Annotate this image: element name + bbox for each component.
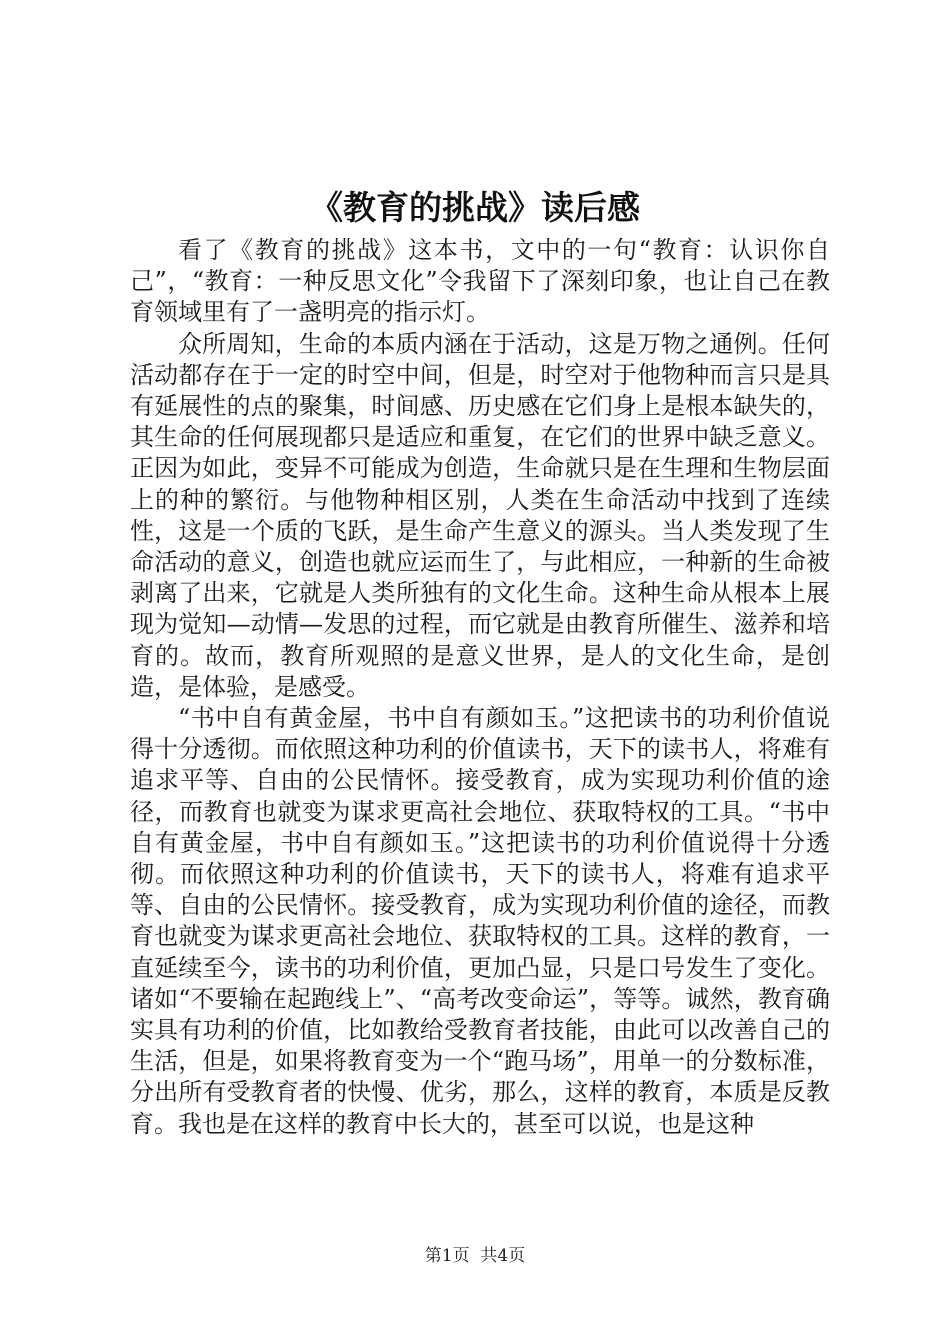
document-body: [130, 235, 830, 1140]
document-title: 《教育的挑战》读后感: [310, 188, 640, 227]
paragraph-3: “书中自有黄金屋，书中自有颜如玉。”这把读书的功利价值说得十分透彻。而依照这种功利的价值读书，天下的读书人，将难有追求平等、自由的公民情怀。接受教育，成为实现功利价值的途径，而教育也就变为谋求更高社会地位、获取特权的工具。“书中自有黄金屋，书中自有颜如玉。”这把读书的功利价值说得十分透彻。而依照这种功利的价值读书，天下的读书人，将难有追求平等、自由的公民情怀。接受教育，成为实现功利价值的途径，而教育也就变为谋求更高社会地位、获取特权的工具。这样的教育，一直延续至今，读书的功利价值，更加凸显，只是口号发生了变化。诸如“不要输在起跑线上”、“高考改变命运”，等等。诚然，教育确实具有功利的价值，比如教给受教育者技能，由此可以改善自己的生活，但是，如果将教育变为一个“跑马场”，用单一的分数标准，分出所有受教育者的快慢、优劣，那么，这样的教育，本质是反教育。我也是在这样的教育中长大的，甚至可以说，也是这种: [130, 704, 830, 1138]
page-number-footer: 第1页 共4页: [424, 1246, 526, 1266]
paragraph-2: 众所周知，生命的本质内涵在于活动，这是万物之通例。任何活动都存在于一定的时空中间，但是，时空对于他物种而言只是具有延展性的点的聚集，时间感、历史感在它们身上是根本缺失的，其生命的任何展现都只是适应和重复，在它们的世界中缺乏意义。正因为如此，变异不可能成为创造，生命就只是在生理和生物层面上的种的繁衍。与他物种相区别，人类在生命活动中找到了连续性，这是一个质的飞跃，是生命产生意义的源头。当人类发现了生命活动的意义，创造也就应运而生了，与此相应，一种新的生命被剥离了出来，它就是人类所独有的文化生命。这种生命从根本上展现为觉知—动情—发思的过程，而它就是由教育所催生、滋养和培育的。故而，教育所观照的是意义世界，是人的文化生命，是创造，是体验，是感受。: [130, 329, 830, 701]
paragraph-1: 看了《教育的挑战》这本书，文中的一句“教育：认识你自己”，“教育：一种反思文化”令我留下了深刻印象，也让自己在教育领域里有了一盏明亮的指示灯。: [130, 236, 830, 327]
